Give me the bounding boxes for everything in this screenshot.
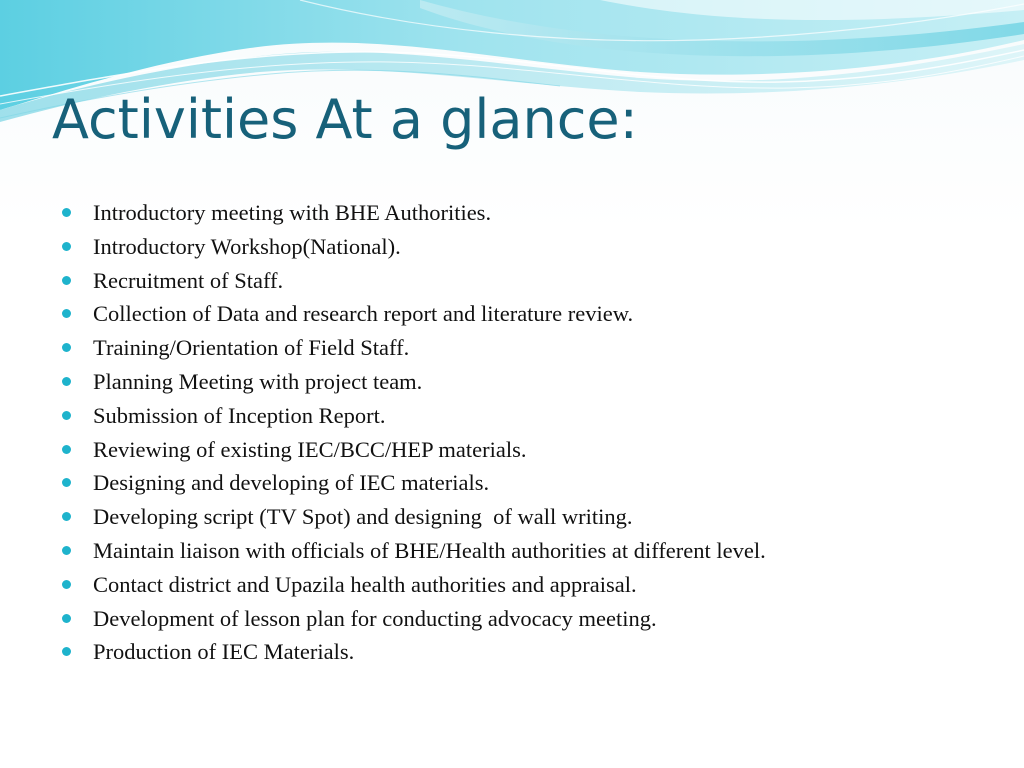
bullet-item xyxy=(62,635,1002,669)
bullet-icon xyxy=(62,512,71,521)
bullet-item xyxy=(62,399,1002,433)
bullet-item xyxy=(62,500,1002,534)
bullet-text: Reviewing of existing IEC/BCC/HEP materials. xyxy=(93,436,527,462)
bullet-item xyxy=(62,264,1002,298)
bullet-text: Introductory Workshop(National). xyxy=(93,233,401,259)
bullet-text: Contact district and Upazila health authorities and appraisal. xyxy=(93,571,637,597)
bullet-item xyxy=(62,568,1002,602)
bullet-text: Maintain liaison with officials of BHE/Health authorities at different level. xyxy=(93,537,766,563)
bullet-text: Recruitment of Staff. xyxy=(93,267,284,293)
bullet-item xyxy=(62,534,1002,568)
bullet-text: Introductory meeting with BHE Authorities. xyxy=(93,200,492,225)
bullet-item xyxy=(62,602,1002,636)
bullet-item xyxy=(62,230,1002,264)
bullet-item xyxy=(62,297,1002,331)
bullet-text: Submission of Inception Report. xyxy=(93,402,386,428)
bullet-item xyxy=(62,433,1002,467)
bullet-icon xyxy=(62,478,71,487)
bullet-icon xyxy=(62,377,71,386)
bullet-icon xyxy=(62,614,71,623)
bullet-icon xyxy=(62,445,71,454)
bullet-icon xyxy=(62,309,71,318)
bullet-text: Planning Meeting with project team. xyxy=(93,368,423,394)
bullet-icon xyxy=(62,546,71,555)
bullet-list xyxy=(62,196,1002,669)
bullet-icon xyxy=(62,242,71,251)
bullet-text: Collection of Data and research report and literature review. xyxy=(93,301,634,327)
bullet-icon xyxy=(62,411,71,420)
bullet-icon xyxy=(62,343,71,352)
bullet-text: Training/Orientation of Field Staff. xyxy=(93,335,410,361)
bullet-text: Designing and developing of IEC materials. xyxy=(93,470,490,496)
bullet-text: Development of lesson plan for conducting advocacy meeting. xyxy=(93,605,657,631)
bullet-item xyxy=(62,365,1002,399)
bullet-icon xyxy=(62,208,71,217)
bullet-item xyxy=(62,196,1002,230)
bullet-icon xyxy=(62,276,71,285)
bullet-text: Production of IEC Materials. xyxy=(93,639,355,665)
bullet-text: Developing script (TV Spot) and designing of wall writing. xyxy=(93,504,633,530)
bullet-icon xyxy=(62,580,71,589)
bullet-item xyxy=(62,466,1002,500)
slide-title: Activities At a glance: xyxy=(52,88,638,151)
bullet-item xyxy=(62,331,1002,365)
bullet-icon xyxy=(62,647,71,656)
